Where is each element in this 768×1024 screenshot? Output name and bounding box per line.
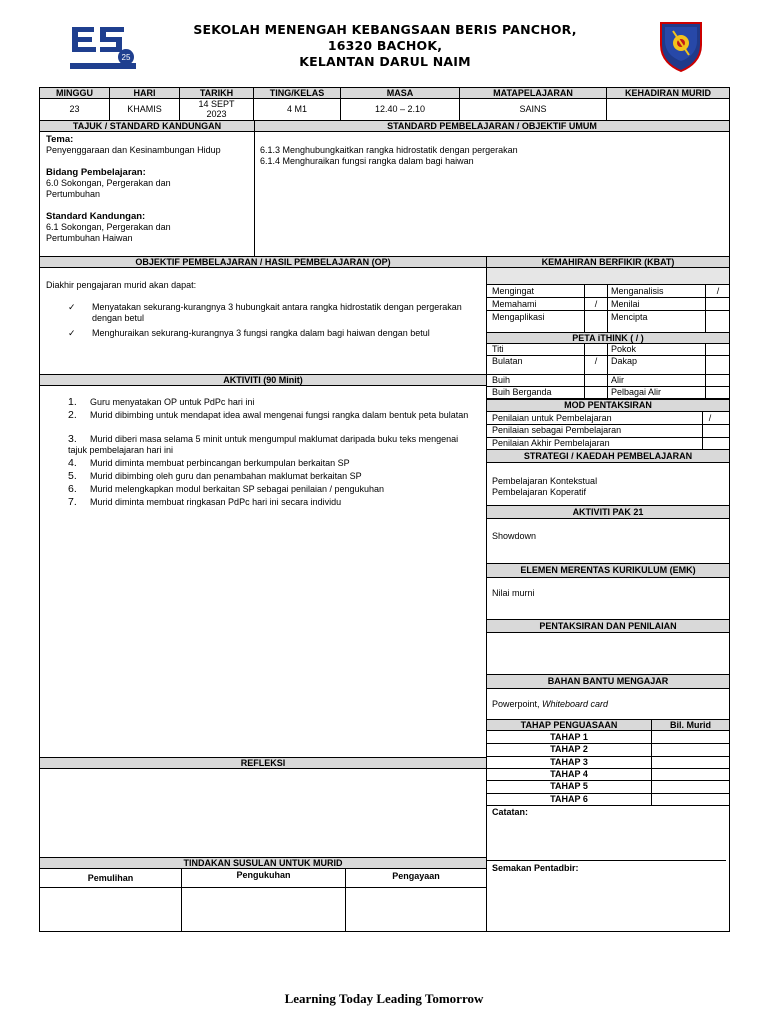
kbat-mengingat: Mengingat bbox=[492, 286, 535, 296]
list-item: 1. Guru menyatakan OP untuk PdPc hari ini bbox=[68, 396, 255, 408]
kbat-mengaplikasi: Mengaplikasi bbox=[492, 312, 545, 322]
kbat-mark: / bbox=[716, 286, 720, 296]
sp-item-2: 6.1.4 Menghuraikan fungsi rangka dalam bagi haiwan bbox=[260, 156, 474, 166]
tema-value: Penyenggaraan dan Kesinambungan Hidup bbox=[46, 145, 221, 155]
mod-row-2: Penilaian sebagai Pembelajaran bbox=[492, 425, 622, 435]
ithink-dakap: Dakap bbox=[611, 356, 638, 366]
pentaksiran-box bbox=[486, 632, 730, 675]
strategi-item-2: Pembelajaran Koperatif bbox=[492, 487, 587, 497]
school-name: SEKOLAH MENENGAH KEBANGSAAN BERIS PANCHOR, bbox=[193, 22, 577, 37]
refleksi-header: REFLEKSI bbox=[39, 757, 487, 769]
ithink-alir: Alir bbox=[611, 375, 624, 385]
sk-value: 6.1 Sokongan, Pergerakan dan Pertumbuhan Haiwan bbox=[46, 222, 171, 243]
ithink-pokok: Pokok bbox=[611, 344, 637, 354]
kbat-menilai: Menilai bbox=[611, 299, 640, 309]
aktiviti-header: AKTIVITI (90 Minit) bbox=[39, 374, 487, 386]
kbat-header: KEMAHIRAN BERFIKIR (KBAT) bbox=[486, 256, 730, 268]
ithink-bulatan: Bulatan bbox=[492, 356, 523, 366]
bidang-label: Bidang Pembelajaran: bbox=[46, 167, 146, 178]
kbat-spacer bbox=[486, 267, 730, 285]
header-tarikh: TARIKH bbox=[179, 87, 254, 99]
pengukuhan-header: Pengukuhan bbox=[181, 868, 346, 888]
strategi-header: STRATEGI / KAEDAH PEMBELAJARAN bbox=[486, 449, 730, 463]
value-tarikh: 14 SEPT 2023 bbox=[179, 98, 254, 121]
list-item: 4. Murid diminta membuat perbincangan berkumpulan berkaitan SP bbox=[68, 457, 350, 469]
pengukuhan-cell bbox=[181, 887, 346, 932]
emk-value: Nilai murni bbox=[492, 588, 535, 598]
header-hari: HARI bbox=[109, 87, 180, 99]
check-icon: ✓ bbox=[68, 302, 76, 312]
pak21-value: Showdown bbox=[492, 531, 537, 541]
value-matapelajaran: SAINS bbox=[459, 98, 607, 121]
tahap-5: TAHAP 5 bbox=[550, 781, 588, 791]
ithink-buih-berganda: Buih Berganda bbox=[492, 387, 552, 397]
list-item: 2. Murid dibimbing untuk mendapat idea awal mengenai fungsi rangka dalam bentuk peta bulatan bbox=[68, 409, 469, 421]
mod-mark: / bbox=[708, 413, 712, 423]
list-item: 7. Murid diminta membuat ringkasan PdPc hari ini secara individu bbox=[68, 496, 342, 508]
pemulihan-cell bbox=[39, 887, 182, 932]
value-kehadiran bbox=[606, 98, 730, 121]
tahap-1: TAHAP 1 bbox=[550, 732, 588, 742]
pentaksiran-header: PENTAKSIRAN DAN PENILAIAN bbox=[486, 619, 730, 633]
ithink-titi: Titi bbox=[492, 344, 504, 354]
value-tingkelas: 4 M1 bbox=[253, 98, 341, 121]
pak21-header: AKTIVITI PAK 21 bbox=[486, 505, 730, 519]
tema-label: Tema: bbox=[46, 134, 74, 145]
shield-crest-icon bbox=[655, 17, 707, 73]
objektif-header: OBJEKTIF PEMBELAJARAN / HASIL PEMBELAJARAN (OP) bbox=[39, 256, 487, 268]
list-item: 5. Murid dibimbing oleh guru dan penambahan maklumat berkaitan SP bbox=[68, 470, 362, 482]
school-header bbox=[150, 22, 620, 70]
mod-row-3: Penilaian Akhir Pembelajaran bbox=[492, 438, 610, 448]
tahap-4: TAHAP 4 bbox=[550, 769, 588, 779]
bidang-value: 6.0 Sokongan, Pergerakan dan Pertumbuhan bbox=[46, 178, 171, 199]
tajuk-header: TAJUK / STANDARD KANDUNGAN bbox=[39, 120, 255, 132]
value-minggu: 23 bbox=[39, 98, 110, 121]
header-minggu: MINGGU bbox=[39, 87, 110, 99]
header-tingkelas: TING/KELAS bbox=[253, 87, 341, 99]
ithink-header: PETA iTHINK ( / ) bbox=[486, 332, 730, 344]
objektif-item-1: Menyatakan sekurang-kurangnya 3 hubungkait antara rangka hidrostatik dengan pergerakan dengan betul bbox=[92, 302, 462, 323]
mod-pentaksiran-header: MOD PENTAKSIRAN bbox=[486, 399, 730, 412]
mod-row-1: Penilaian untuk Pembelajaran bbox=[492, 413, 612, 423]
tahap-header: TAHAP PENGUASAAN bbox=[486, 719, 652, 731]
strategi-item-1: Pembelajaran Kontekstual bbox=[492, 476, 598, 486]
header-kehadiran: KEHADIRAN MURID bbox=[606, 87, 730, 99]
kbat-menganalisis: Menganalisis bbox=[611, 286, 664, 296]
tindakan-header: TINDAKAN SUSULAN UNTUK MURID bbox=[39, 857, 487, 869]
header-masa: MASA bbox=[340, 87, 460, 99]
list-item: 6. Murid melengkapkan modul berkaitan SP sebagai penilaian / pengukuhan bbox=[68, 483, 385, 495]
ithink-mark: / bbox=[594, 356, 598, 366]
tahap-3: TAHAP 3 bbox=[550, 757, 588, 767]
objektif-item-2: Menghuraikan sekurang-kurangnya 3 fungsi rangka dalam bagi haiwan dengan betul bbox=[92, 328, 430, 338]
standard-pembelajaran-header: STANDARD PEMBELAJARAN / OBJEKTIF UMUM bbox=[254, 120, 730, 132]
ithink-buih: Buih bbox=[492, 375, 511, 385]
value-hari: KHAMIS bbox=[109, 98, 180, 121]
pengayaan-header: Pengayaan bbox=[345, 868, 487, 888]
refleksi-box bbox=[39, 768, 487, 858]
sp-item-1: 6.1.3 Menghubungkaitkan rangka hidrostatik dengan pergerakan bbox=[260, 145, 518, 155]
school-state: KELANTAN DARUL NAIM bbox=[299, 54, 471, 69]
bil-murid-header: Bil. Murid bbox=[651, 719, 730, 731]
objektif-intro: Diakhir pengajaran murid akan dapat: bbox=[46, 280, 197, 290]
value-masa: 12.40 – 2.10 bbox=[340, 98, 460, 121]
tahap-2: TAHAP 2 bbox=[550, 744, 588, 754]
school-postcode: 16320 BACHOK, bbox=[327, 38, 443, 53]
semakan-label: Semakan Pentadbir: bbox=[492, 863, 579, 873]
emk-header: ELEMEN MERENTAS KURIKULUM (EMK) bbox=[486, 563, 730, 578]
list-item: 3. Murid diberi masa selama 5 minit untuk mengumpul maklumat daripada buku teks mengenai tajuk pembelajaran hari ini bbox=[68, 433, 459, 455]
school-logo bbox=[66, 17, 138, 73]
check-icon: ✓ bbox=[68, 328, 76, 338]
footer-motto: Learning Today Leading Tomorrow bbox=[284, 991, 484, 1006]
kbat-mark: / bbox=[594, 299, 598, 309]
catatan-label: Catatan: bbox=[492, 807, 529, 817]
bbm-header: BAHAN BANTU MENGAJAR bbox=[486, 674, 730, 689]
ithink-pelbagai-alir: Pelbagai Alir bbox=[611, 387, 662, 397]
kbat-mencipta: Mencipta bbox=[611, 312, 648, 322]
bbm-value: Powerpoint, Whiteboard card bbox=[492, 699, 609, 709]
tahap-6: TAHAP 6 bbox=[550, 794, 588, 804]
svg-text:25: 25 bbox=[121, 53, 131, 62]
sk-label: Standard Kandungan: bbox=[46, 211, 146, 222]
pengayaan-cell bbox=[345, 887, 487, 932]
kbat-memahami: Memahami bbox=[492, 299, 537, 309]
pemulihan-header: Pemulihan bbox=[39, 868, 182, 888]
header-matapelajaran: MATAPELAJARAN bbox=[459, 87, 607, 99]
